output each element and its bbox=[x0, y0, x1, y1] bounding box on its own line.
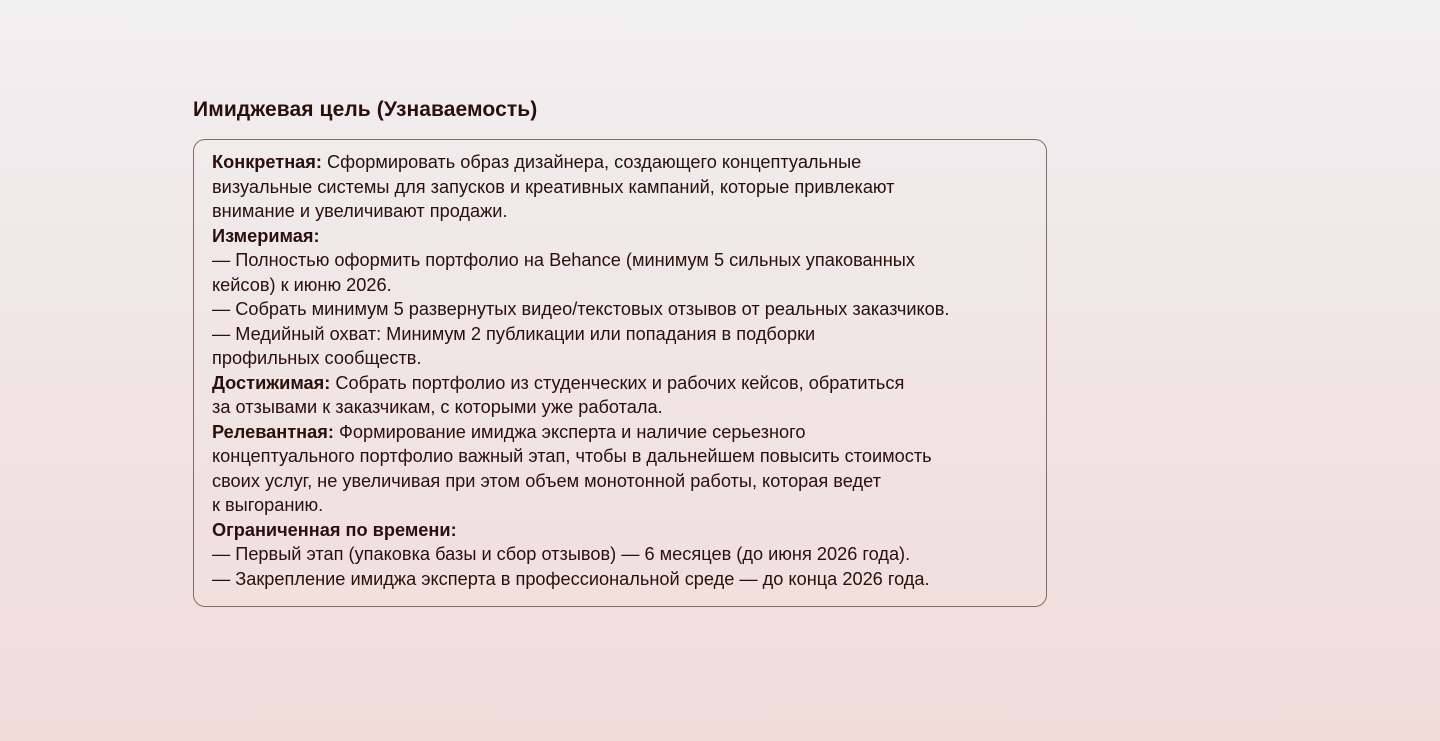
smart-goal-card bbox=[193, 139, 1047, 607]
time-bound-label: Ограниченная по времени: bbox=[212, 519, 457, 540]
relevant-line-3: своих услуг, не увеличивая при этом объем монотонной работы, которая ведет bbox=[212, 470, 881, 491]
relevant-text-1: Формирование имиджа эксперта и наличие серьезного bbox=[333, 421, 806, 442]
specific-line-3: внимание и увеличивают продажи. bbox=[212, 201, 508, 221]
time-bound-line-2: — Закрепление имиджа эксперта в профессиональной среде — до конца 2026 года. bbox=[212, 568, 930, 589]
relevant-line-2: концептуального портфолио важный этап, чтобы в дальнейшем повысить стоимость bbox=[212, 446, 932, 466]
time-bound-line-1: — Первый этап (упаковка базы и сбор отзывов) — 6 месяцев (до июня 2026 года). bbox=[212, 544, 911, 564]
measurable-line-5: профильных сообществ. bbox=[212, 348, 422, 368]
page-title: Имиджевая цель (Узнаваемость) bbox=[193, 98, 538, 121]
measurable-line-1: — Полностью оформить портфолио на Behance (минимум 5 сильных упакованных bbox=[212, 250, 915, 270]
specific-text-1: Сформировать образ дизайнера, создающего концептуальные bbox=[321, 152, 862, 172]
specific-line-1 bbox=[212, 150, 1028, 175]
specific-label: Конкретная: bbox=[212, 152, 322, 172]
relevant-line-1 bbox=[212, 420, 1028, 445]
measurable-heading bbox=[212, 224, 1028, 249]
achievable-line-2: за отзывами к заказчикам, с которыми уже работала. bbox=[212, 397, 663, 417]
measurable-line-4: — Медийный охват: Минимум 2 публикации или попадания в подборки bbox=[212, 323, 816, 344]
achievable-label: Достижимая: bbox=[212, 372, 331, 393]
achievable-line-1 bbox=[212, 371, 1028, 396]
time-bound-heading bbox=[212, 518, 1028, 543]
relevant-line-4: к выгоранию. bbox=[212, 495, 324, 515]
specific-line-2: визуальные системы для запусков и креативных кампаний, которые привлекают bbox=[212, 176, 895, 197]
relevant-label: Релевантная: bbox=[212, 421, 334, 442]
measurable-label: Измеримая: bbox=[212, 225, 320, 246]
measurable-line-3: — Собрать минимум 5 развернутых видео/текстовых отзывов от реальных заказчиков. bbox=[212, 299, 950, 319]
measurable-line-2: кейсов) к июню 2026. bbox=[212, 274, 392, 295]
achievable-text-1: Собрать портфолио из студенческих и рабочих кейсов, обратиться bbox=[330, 372, 905, 393]
